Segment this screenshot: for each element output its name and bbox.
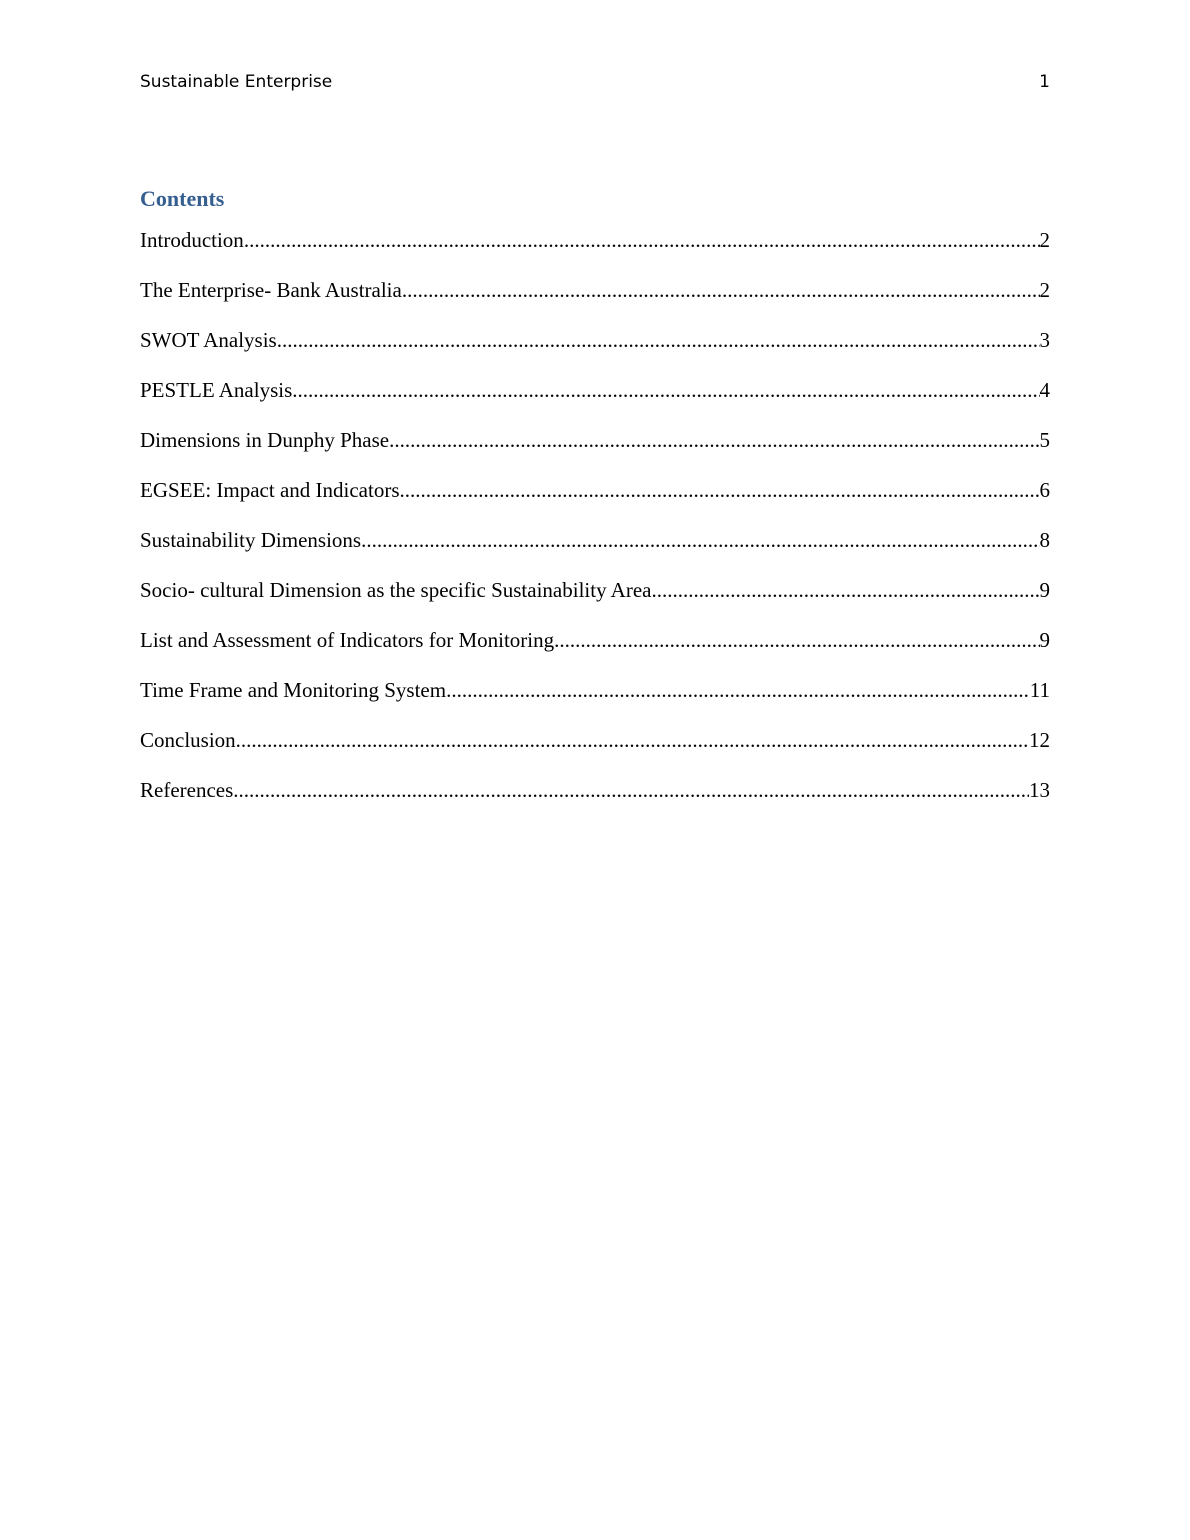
toc-leader-dots bbox=[236, 727, 1029, 753]
toc-entry-title: Introduction bbox=[140, 228, 244, 252]
toc-entry[interactable] bbox=[140, 777, 1050, 827]
toc-entry-page: 6 bbox=[1039, 478, 1050, 502]
toc-entry-page: 2 bbox=[1039, 228, 1050, 252]
toc-entry-page: 9 bbox=[1039, 578, 1050, 602]
table-of-contents bbox=[140, 227, 1050, 827]
toc-leader-dots bbox=[361, 527, 1039, 553]
header-title: Sustainable Enterprise bbox=[140, 72, 333, 92]
toc-entry-title: PESTLE Analysis bbox=[140, 378, 293, 402]
toc-entry-title: EGSEE: Impact and Indicators bbox=[140, 478, 400, 502]
toc-entry[interactable] bbox=[140, 277, 1050, 327]
toc-entry-title: Time Frame and Monitoring System bbox=[140, 678, 447, 702]
toc-leader-dots bbox=[233, 777, 1029, 803]
toc-leader-dots bbox=[292, 377, 1039, 403]
toc-entry[interactable] bbox=[140, 577, 1050, 627]
toc-leader-dots bbox=[446, 677, 1030, 703]
page-header bbox=[140, 72, 1050, 96]
toc-entry-title: Conclusion bbox=[140, 728, 236, 752]
toc-leader-dots bbox=[389, 427, 1039, 453]
toc-entry-title: List and Assessment of Indicators for Monitoring bbox=[140, 628, 555, 652]
toc-entry-page: 5 bbox=[1039, 428, 1050, 452]
toc-leader-dots bbox=[400, 477, 1040, 503]
toc-leader-dots bbox=[651, 577, 1039, 603]
toc-entry[interactable] bbox=[140, 427, 1050, 477]
toc-leader-dots bbox=[554, 627, 1039, 653]
toc-entry[interactable] bbox=[140, 377, 1050, 427]
toc-entry-title: Sustainability Dimensions bbox=[140, 528, 362, 552]
toc-leader-dots bbox=[402, 277, 1040, 303]
toc-entry[interactable] bbox=[140, 677, 1050, 727]
toc-entry-page: 9 bbox=[1039, 628, 1050, 652]
toc-entry-title: Dimensions in Dunphy Phase bbox=[140, 428, 390, 452]
toc-entry[interactable] bbox=[140, 627, 1050, 677]
header-page-number: 1 bbox=[1039, 72, 1050, 92]
toc-entry[interactable] bbox=[140, 477, 1050, 527]
toc-entry[interactable] bbox=[140, 527, 1050, 577]
toc-entry-title: SWOT Analysis bbox=[140, 328, 277, 352]
toc-leader-dots bbox=[277, 327, 1040, 353]
toc-entry[interactable] bbox=[140, 327, 1050, 377]
toc-entry-page: 8 bbox=[1039, 528, 1050, 552]
toc-entry-title: References bbox=[140, 778, 234, 802]
toc-entry[interactable] bbox=[140, 227, 1050, 277]
toc-entry-page: 4 bbox=[1039, 378, 1050, 402]
toc-leader-dots bbox=[244, 227, 1040, 253]
toc-entry-page: 13 bbox=[1029, 778, 1050, 802]
toc-entry-title: Socio- cultural Dimension as the specific Sustainability Area bbox=[140, 578, 652, 602]
toc-heading: Contents bbox=[140, 186, 225, 211]
toc-entry[interactable] bbox=[140, 727, 1050, 777]
toc-entry-page: 11 bbox=[1029, 678, 1050, 702]
toc-entry-title: The Enterprise- Bank Australia bbox=[140, 278, 402, 302]
toc-entry-page: 3 bbox=[1039, 328, 1050, 352]
toc-entry-page: 12 bbox=[1029, 728, 1050, 752]
toc-entry-page: 2 bbox=[1039, 278, 1050, 302]
